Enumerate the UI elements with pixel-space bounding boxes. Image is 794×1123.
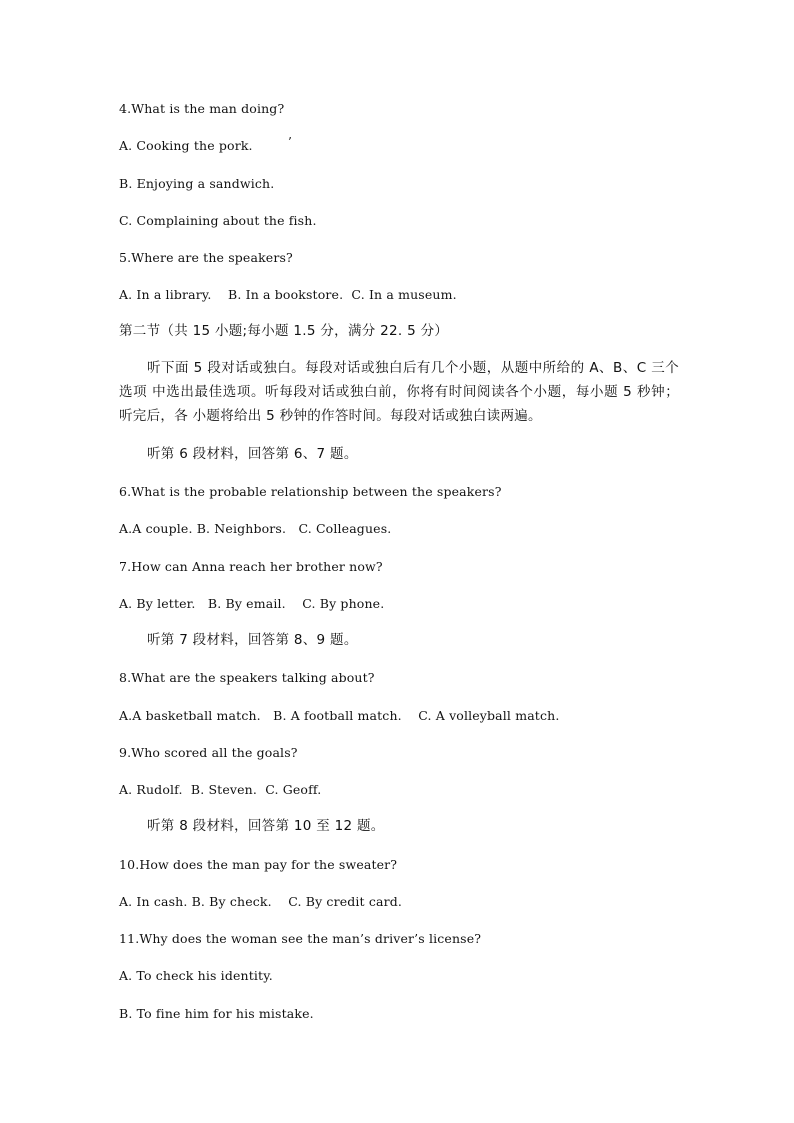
question-8: 8.What are the speakers talking about? [119, 670, 375, 685]
q7-options: A. By letter. B. By email. C. By phone. [119, 596, 385, 611]
q10-options: A. In cash. B. By check. C. By credit card. [119, 894, 403, 909]
q6-options: A.A couple. B. Neighbors. C. Colleagues. [119, 521, 392, 536]
question-5: 5.Where are the speakers? [119, 250, 293, 265]
material-8-label: 听第 8 段材料，回答第 10 至 12 题。 [147, 818, 385, 834]
q4-option-a: A. Cooking the pork. [119, 138, 253, 153]
section-heading: 第二节（共 15 小题;每小题 1.5 分，满分 22. 5 分） [119, 323, 449, 339]
question-9: 9.Who scored all the goals? [119, 745, 298, 760]
question-6: 6.What is the probable relationship between the speakers? [119, 484, 502, 499]
question-4: 4.What is the man doing? [119, 101, 285, 116]
q4-option-c: C. Complaining about the fish. [119, 213, 317, 228]
q4-option-b: B. Enjoying a sandwich. [119, 176, 275, 191]
section-instructions: 听下面 5 段对话或独白。每段对话或独白后有几个小题，从题中所给的 A、B、C 三个选项 中选出最佳选项。听每段对话或独白前，你将有时间阅读各个小题，每小题 5 秒钟；听完后，各 小题将给出 5 秒钟的作答时间。每段对话或独白读两遍。 [119, 360, 679, 424]
q9-options: A. Rudolf. B. Steven. C. Geoff. [119, 782, 322, 797]
material-7-label: 听第 7 段材料，回答第 8、9 题。 [147, 632, 358, 648]
stray-mark: ’ [288, 135, 292, 149]
question-7: 7.How can Anna reach her brother now? [119, 559, 383, 574]
question-11: 11.Why does the woman see the man’s driver’s license? [119, 931, 482, 946]
q11-option-a: A. To check his identity. [119, 968, 273, 983]
q8-options: A.A basketball match. B. A football match. C. A volleyball match. [119, 708, 560, 723]
q11-option-b: B. To fine him for his mistake. [119, 1006, 314, 1021]
q5-options: A. In a library. B. In a bookstore. C. In a museum. [119, 287, 457, 302]
material-6-label: 听第 6 段材料，回答第 6、7 题。 [147, 446, 358, 462]
question-10: 10.How does the man pay for the sweater? [119, 857, 398, 872]
